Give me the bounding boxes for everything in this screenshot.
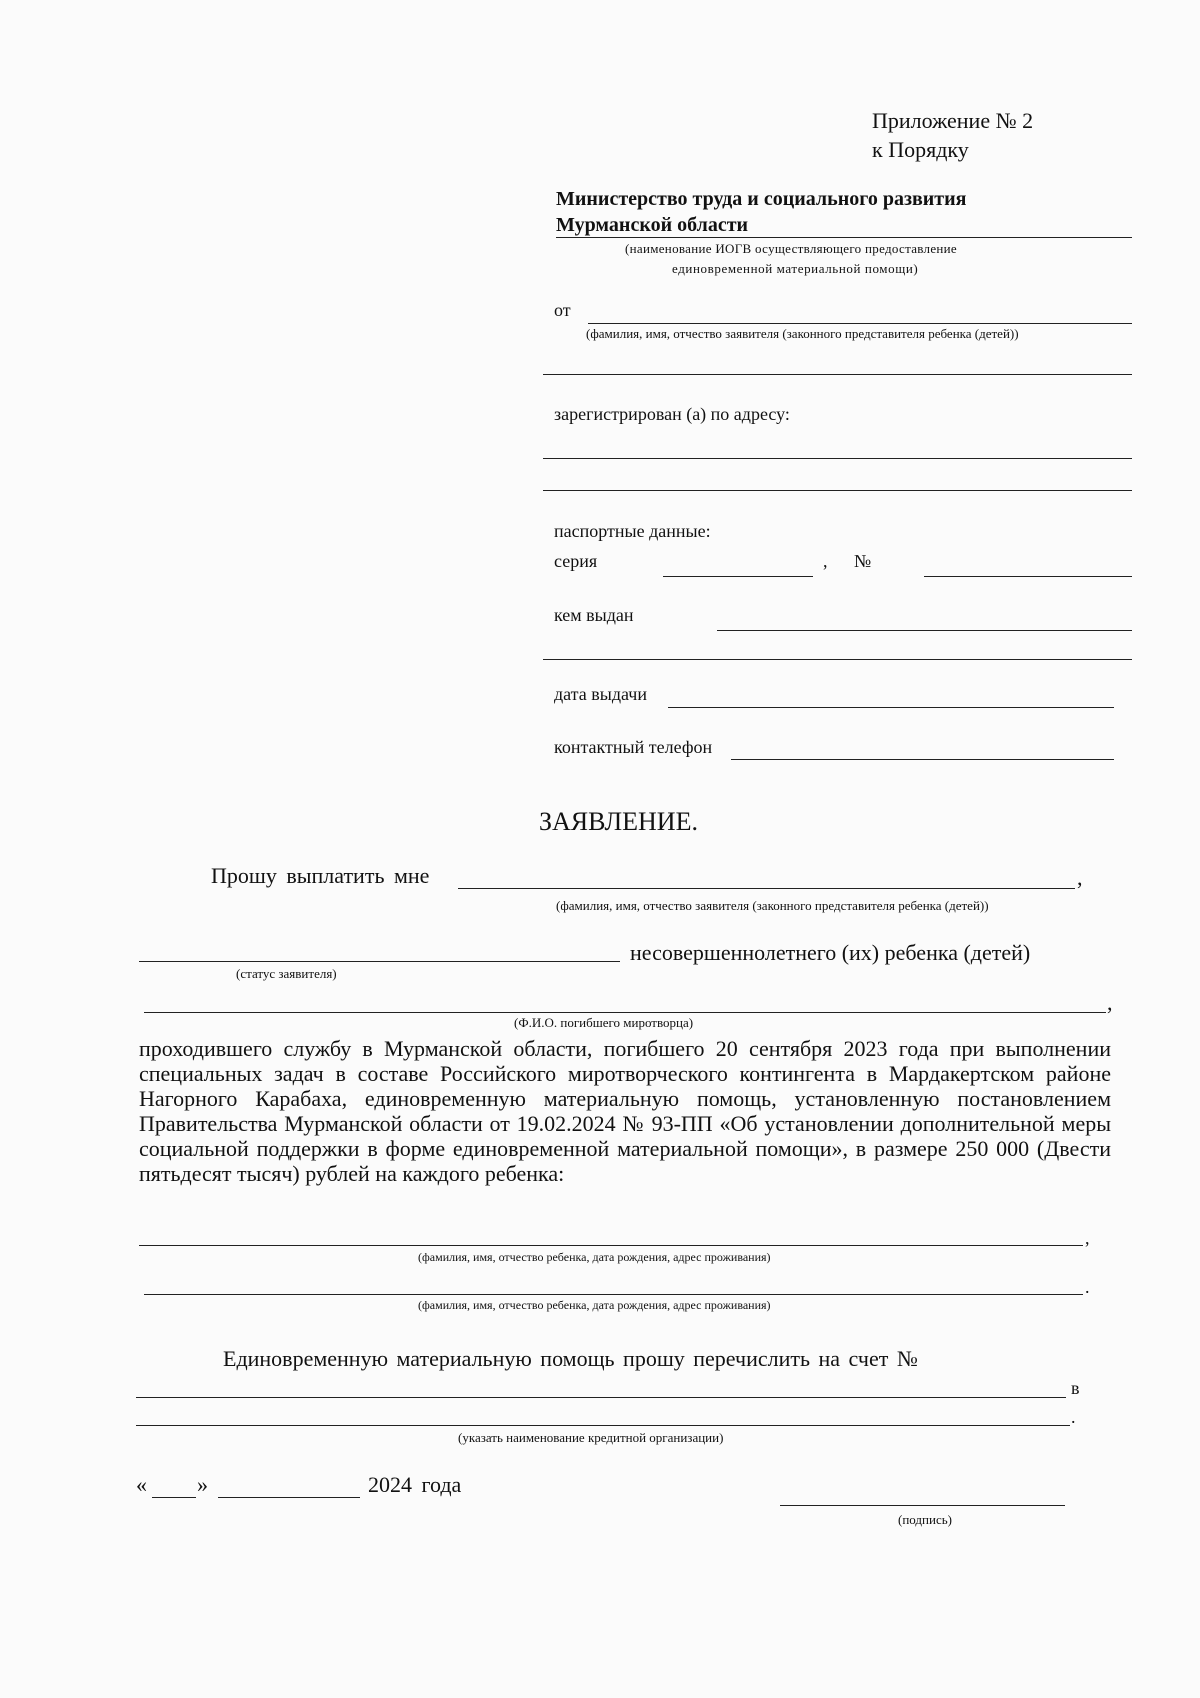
issued-by-field-2[interactable] [543,659,1132,660]
issued-by-field[interactable] [717,630,1132,631]
request-prefix: Прошу выплатить мне [211,863,430,888]
peacekeeper-caption: (Ф.И.О. погибшего миротворца) [514,1015,694,1030]
address-field-1[interactable] [543,458,1132,459]
peacekeeper-name-field[interactable] [144,1012,1106,1013]
date-month-field[interactable] [218,1497,360,1498]
recipient-org-underline [556,237,1132,238]
appendix-line-1: Приложение № 2 [872,108,1034,133]
signature-caption: (подпись) [898,1512,952,1527]
issue-date-field[interactable] [668,707,1114,708]
request-comma: , [1077,865,1083,890]
recipient-org-caption-2: единовременной материальной помощи) [672,261,919,276]
from-label: от [554,300,571,320]
status-caption: (статус заявителя) [236,966,337,981]
bank-period: . [1071,1407,1076,1427]
child-caption-2: (фамилия, имя, отчество ребенка, дата рождения, адрес проживания) [418,1298,771,1312]
request-caption: (фамилия, имя, отчество заявителя (законного представителя ребенка (детей)) [556,898,989,913]
statement-title: ЗАЯВЛЕНИЕ. [539,807,698,836]
child-2-period: . [1085,1277,1090,1297]
child-1-comma: , [1085,1228,1090,1248]
address-field-2[interactable] [543,490,1132,491]
series-label: серия [554,551,598,571]
transfer-text: Единовременную материальную помощь прошу перечислить на счет № [223,1346,918,1371]
peacekeeper-comma: , [1107,990,1113,1015]
request-name-field[interactable] [458,888,1075,889]
date-year-text: 2024 года [368,1472,462,1497]
date-open-quote: « [136,1472,147,1497]
phone-field[interactable] [731,759,1114,760]
statement-body: проходившего службу в Мурманской области, погибшего 20 сентября 2023 года при выполнении специальных задач в составе Российского миротворческого контингента в Мардакертском районе Нагорного Карабаха, единовременную материальную помощь, установленную постановлением Правительства Мурманской области от 19.02.2024 № 93-ПП «Об установлении дополнительной меры социальной поддержки в форме единовременной материальной помощи», в размере 250 000 (Двести пятьдесят тысяч) рублей на каждого ребенка: [139,1036,1111,1186]
child-2-field[interactable] [144,1294,1083,1295]
issued-by-label: кем выдан [554,605,634,625]
date-day-field[interactable] [152,1497,196,1498]
applicant-name-caption: (фамилия, имя, отчество заявителя (законного представителя ребенка (детей)) [586,326,1019,341]
account-number-field[interactable] [136,1397,1066,1398]
bank-name-field[interactable] [136,1425,1070,1426]
phone-label: контактный телефон [554,737,713,757]
date-close-quote: » [197,1472,208,1497]
number-field[interactable] [924,576,1132,577]
appendix-line-2: к Порядку [872,137,969,162]
passport-label: паспортные данные: [554,521,711,541]
applicant-name-field[interactable] [588,323,1132,324]
recipient-org-line-1: Министерство труда и социального развития [556,188,967,210]
series-comma: , [823,551,828,571]
series-field[interactable] [663,576,813,577]
transfer-in: в [1071,1378,1080,1398]
recipient-org-caption-1: (наименование ИОГВ осуществляющего предоставление [625,241,957,256]
status-field[interactable] [139,961,620,962]
issue-date-label: дата выдачи [554,684,647,704]
applicant-name-field-2[interactable] [543,374,1132,375]
signature-field[interactable] [780,1505,1065,1506]
recipient-org-line-2: Мурманской области [556,214,749,236]
registered-label: зарегистрирован (а) по адресу: [554,404,790,424]
child-caption-1: (фамилия, имя, отчество ребенка, дата рождения, адрес проживания) [418,1250,771,1264]
bank-caption: (указать наименование кредитной организации) [458,1430,724,1445]
status-suffix: несовершеннолетнего (их) ребенка (детей) [630,940,1031,965]
child-1-field[interactable] [139,1245,1083,1246]
number-label: № [854,551,872,571]
